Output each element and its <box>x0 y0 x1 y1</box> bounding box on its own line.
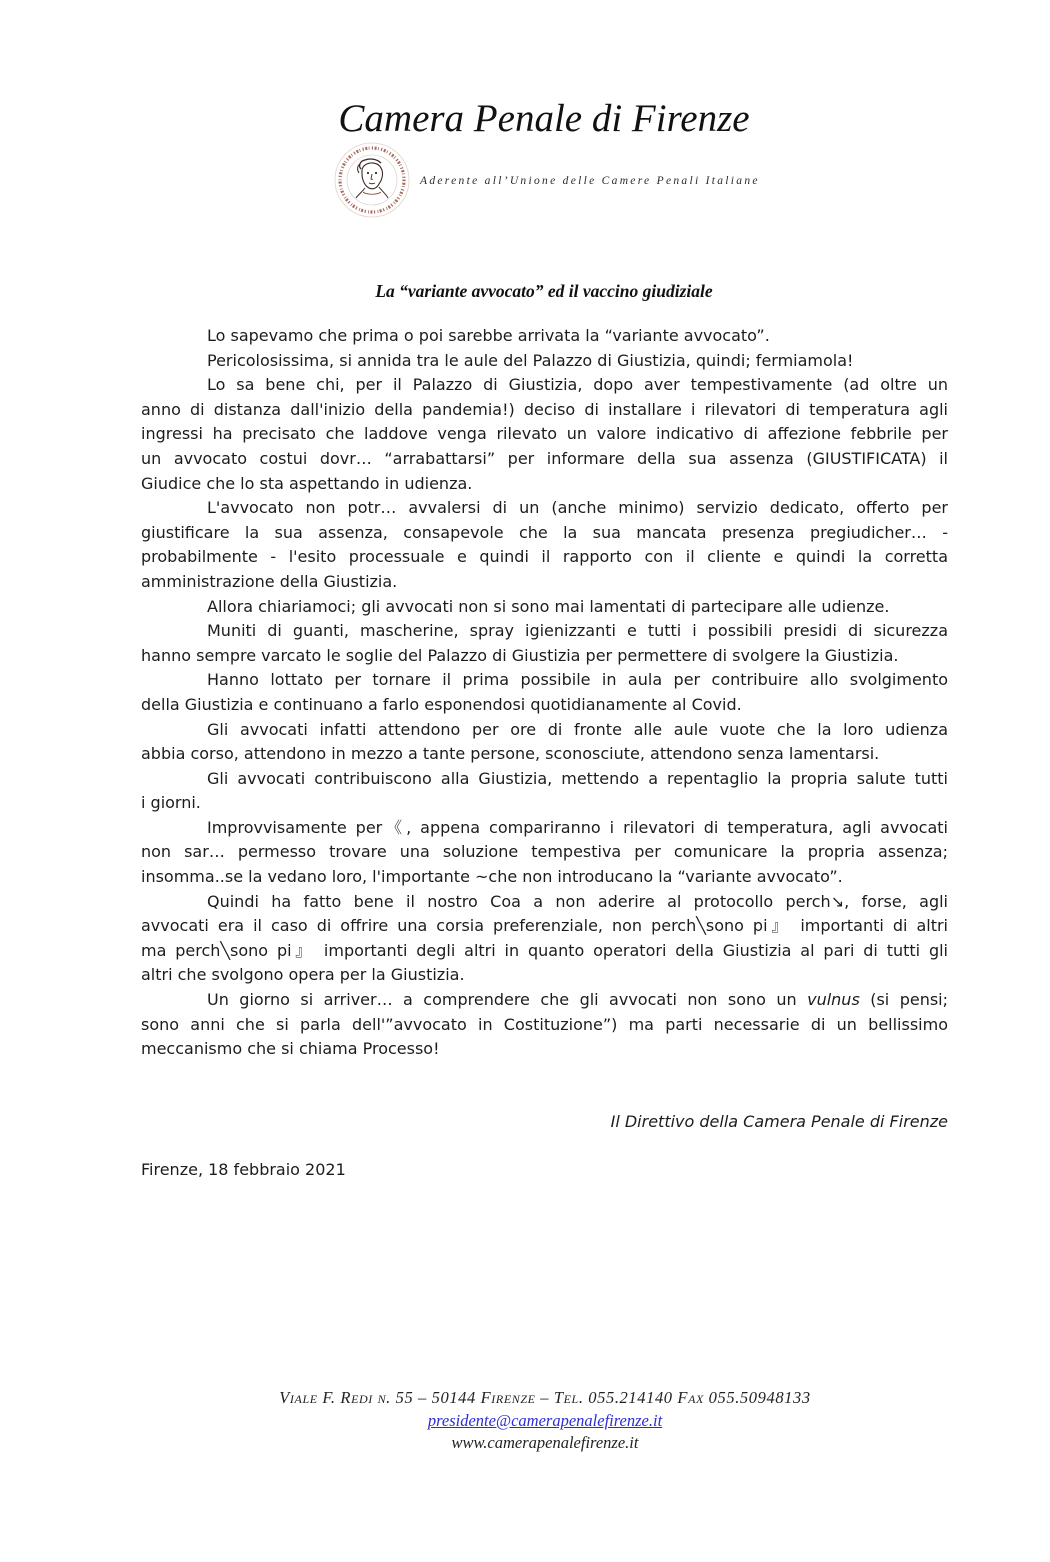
body-line: Allora chiariamoci; gli avvocati non si sono mai lamentati di partecipare alle udienze. <box>207 596 890 616</box>
emphasis-text: vulnus <box>807 990 860 1010</box>
body-paragraph <box>141 767 948 816</box>
body-line: avvocati era il caso di offrire una corsia preferenziale, non perch╲sono pi』 importanti di altri <box>141 916 948 936</box>
body-line: Gli avvocati infatti attendono per ore di fronte alle aule vuote che la loro udienza <box>207 719 948 739</box>
body-line: Pericolosissima, si annida tra le aule del Palazzo di Giustizia, quindi; fermiamola! <box>207 350 854 370</box>
body-paragraph <box>141 668 948 717</box>
body-line: ma perch╲sono pi』 importanti degli altri in quanto operatori della Giustizia al pari di tutti gli <box>141 940 948 960</box>
body-paragraph <box>141 619 948 668</box>
body-line: giustificare la sua assenza, consapevole che la sua mancata presenza pregiudicher… - <box>141 522 948 542</box>
body-paragraph <box>141 496 948 594</box>
body-line: Giudice che lo sta aspettando in udienza. <box>141 473 473 493</box>
website-text: www.camerapenalefirenze.it <box>451 1433 639 1452</box>
document-body <box>141 324 948 1062</box>
body-paragraph <box>141 718 948 767</box>
body-paragraph <box>141 595 948 620</box>
body-paragraph <box>141 373 948 496</box>
body-line: non sar… permesso trovare una soluzione tempestiva per comunicare la propria assenza; <box>141 842 948 862</box>
body-line <box>141 988 948 1013</box>
body-line: abbia corso, attendono in mezzo a tante persone, sconosciute, attendono senza lamentarsi. <box>141 744 880 764</box>
line-segment: Un giorno si arriver… a comprendere che gli avvocati non sono un <box>207 990 808 1010</box>
tagline: Aderente all’Unione delle Camere Penali Italiane <box>420 175 760 187</box>
body-line: un avvocato costui dovr… “arrabattarsi” per informare della sua assenza (GIUSTIFICATA) il <box>141 448 948 468</box>
body-line: Quindi ha fatto bene il nostro Coa a non aderire al protocollo perch↘, forse, agli <box>207 891 948 911</box>
body-line: Lo sa bene chi, per il Palazzo di Giustizia, dopo aver tempestivamente (ad oltre un <box>207 375 948 395</box>
body-line: della Giustizia e continuano a farlo esponendosi quotidianamente al Covid. <box>141 694 742 714</box>
email-link[interactable]: presidente@camerapenalefirenze.it <box>427 1410 663 1430</box>
document-date: Firenze, 18 febbraio 2021 <box>141 1160 346 1179</box>
body-line: i giorni. <box>141 793 201 813</box>
letterhead-title: Camera Penale di Firenze <box>338 97 750 140</box>
body-line: ingressi ha precisato che laddove venga rilevato un valore indicativo di affezione febbrile per <box>141 424 948 444</box>
body-paragraph <box>141 324 948 349</box>
body-paragraph <box>141 890 948 988</box>
body-paragraph <box>141 349 948 374</box>
body-line: anno di distanza dall'inizio della pandemia!) deciso di installare i rilevatori di temperatura agli <box>141 399 948 419</box>
body-paragraph <box>141 988 948 1062</box>
body-line: probabilmente - l'esito processuale e quindi il rapporto con il cliente e quindi la corretta <box>141 547 948 567</box>
body-line: altri che svolgono opera per la Giustizia. <box>141 965 465 985</box>
body-line: insomma..se la vedano loro, l'importante ~che non introducano la “variante avvocato”. <box>141 867 843 887</box>
signature: Il Direttivo della Camera Penale di Firenze <box>610 1112 948 1131</box>
body-line: Gli avvocati contribuiscono alla Giustizia, mettendo a repentaglio la propria salute tutti <box>207 768 948 788</box>
document-title: La “variante avvocato” ed il vaccino giudiziale <box>375 281 713 301</box>
camera-penale-seal-icon <box>332 140 412 220</box>
body-line: amministrazione della Giustizia. <box>141 571 398 591</box>
body-line: hanno sempre varcato le soglie del Palazzo di Giustizia per permettere di svolgere la Giustizia. <box>141 645 899 665</box>
body-line: sono anni che si parla dell'”avvocato in Costituzione”) ma parti necessarie di un bellissimo <box>141 1014 948 1034</box>
body-line: Lo sapevamo che prima o poi sarebbe arrivata la “variante avvocato”. <box>207 326 770 345</box>
body-line: Improvvisamente per《, appena compariranno i rilevatori di temperatura, agli avvocati <box>207 817 948 837</box>
line-segment: (si pensi; <box>859 990 949 1010</box>
body-line: L'avvocato non potr… avvalersi di un (anche minimo) servizio dedicato, offerto per <box>207 498 948 518</box>
body-line: Hanno lottato per tornare il prima possibile in aula per contribuire allo svolgimento <box>207 670 948 690</box>
body-paragraph <box>141 816 948 890</box>
body-line: Muniti di guanti, mascherine, spray igienizzanti e tutti i possibili presidi di sicurezza <box>207 621 948 641</box>
body-line: meccanismo che si chiama Processo! <box>141 1039 440 1059</box>
footer-address: Viale F. Redi n. 55 – 50144 Firenze – Tel. 055.214140 Fax 055.50948133 <box>279 1388 811 1407</box>
letterhead-footer <box>0 1387 1050 1455</box>
